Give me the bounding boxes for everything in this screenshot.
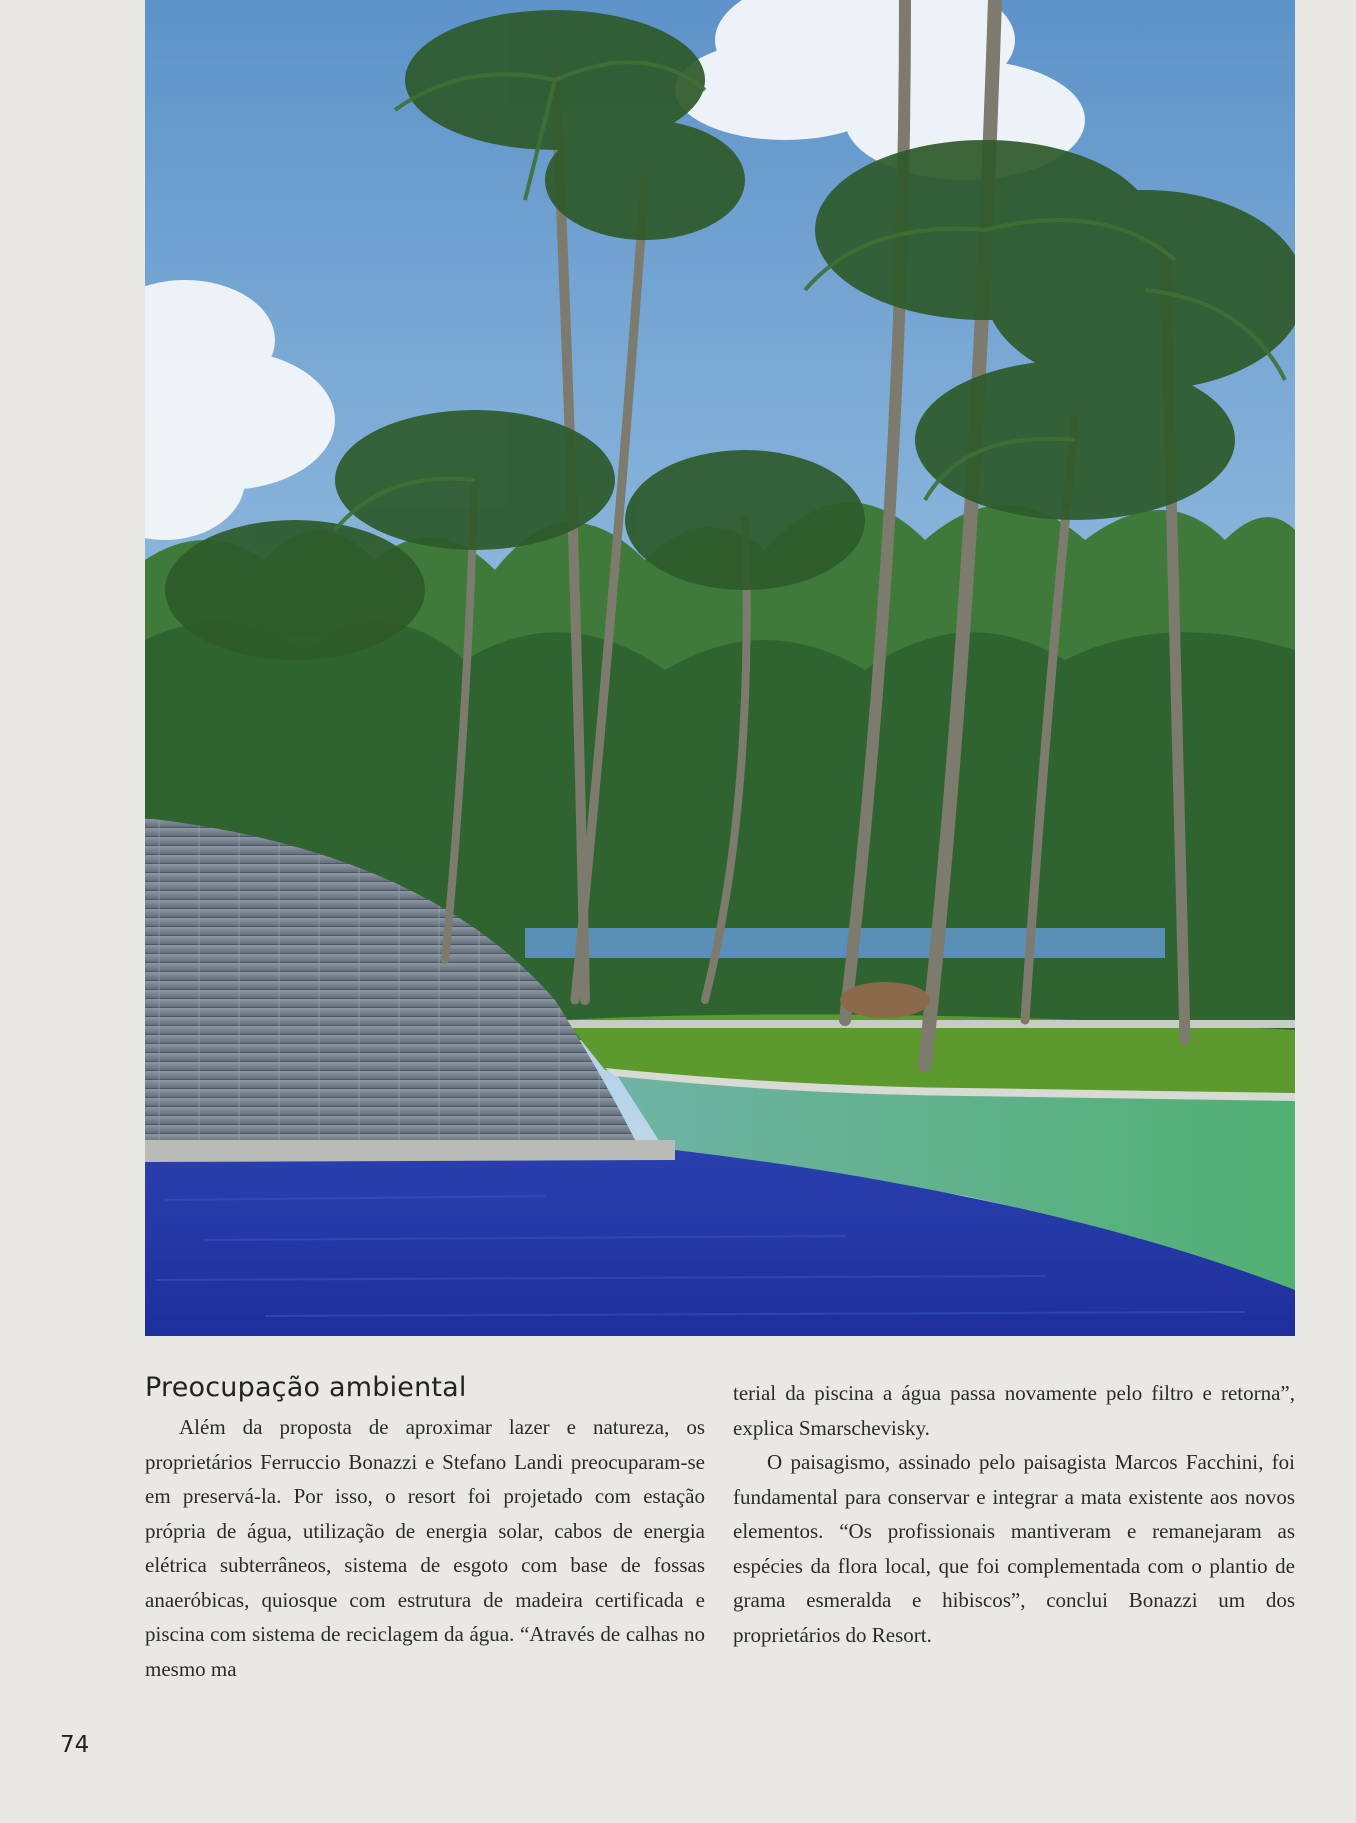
left-text-column (145, 1410, 705, 1686)
right-text-column (733, 1376, 1295, 1652)
body-paragraph-continued: terial da piscina a água passa novamente pelo filtro e retorna”, explica Smarschevisky. (733, 1381, 1295, 1440)
body-paragraph: O paisagismo, assinado pelo paisagista Marcos Facchini, foi fundamental para conservar e integrar a mata existente aos novos elementos. “Os profissionais mantiveram e remanejaram as espécies da flora local, que foi complementada com o plantio de grama esmeralda e hibiscos”, conclui Bonazzi um dos proprietários do Resort. (733, 1450, 1295, 1647)
resort-pool-palm-photo (145, 0, 1295, 1336)
page-number: 74 (60, 1732, 90, 1758)
body-paragraph: Além da proposta de aproximar lazer e natureza, os proprietários Ferruccio Bonazzi e Stefano Landi preocuparam-se em preservá-la. Por isso, o resort foi projetado com estação própria de água, utilização de energia solar, cabos de energia elétrica subterrâneos, sistema de esgoto com base de fossas anaeróbicas, quiosque com estrutura de madeira certificada e piscina com sistema de reciclagem da água. “Através de calhas no mesmo ma (145, 1415, 705, 1681)
section-heading: Preocupação ambiental (145, 1372, 467, 1403)
